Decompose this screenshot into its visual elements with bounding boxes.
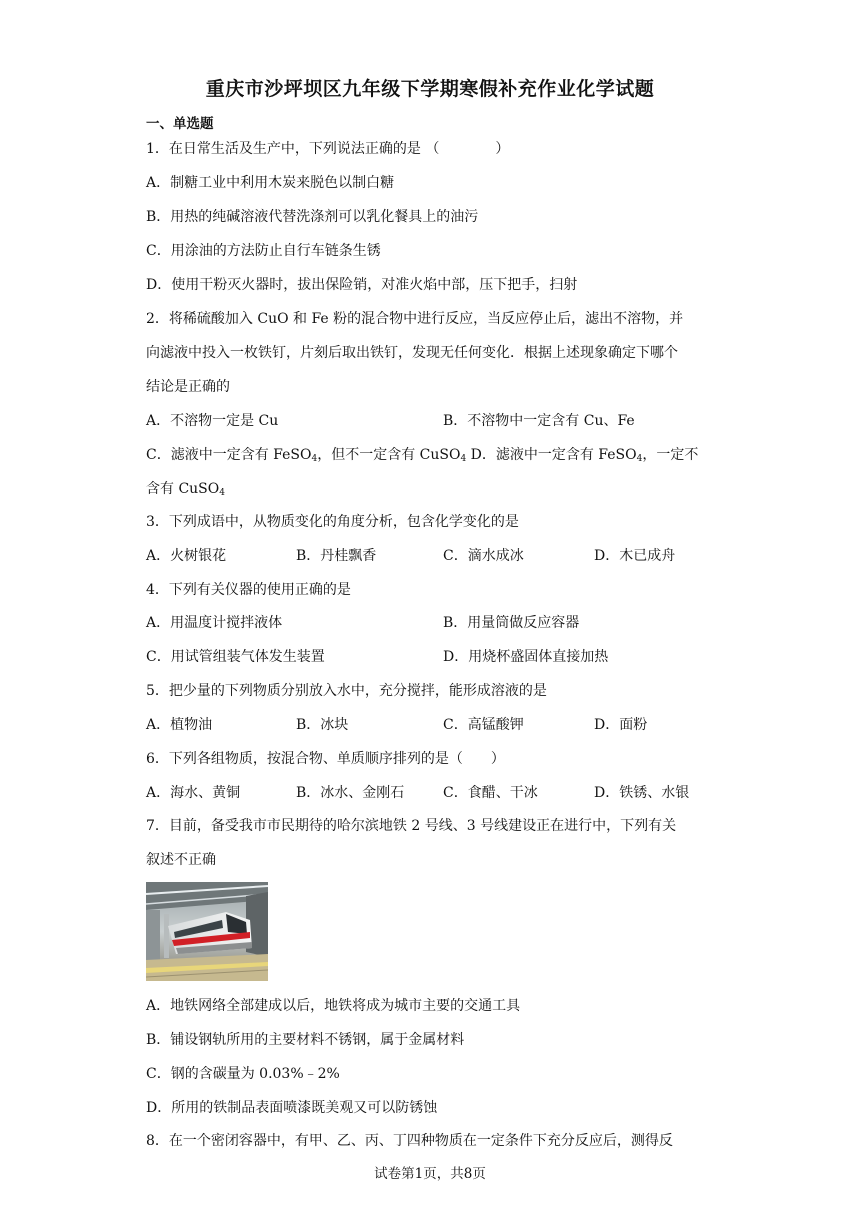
q1-option-b[interactable]: B．用热的纯碱溶液代替洗涤剂可以乳化餐具上的油污 <box>146 209 479 225</box>
q4-stem: 4．下列有关仪器的使用正确的是 <box>146 582 351 598</box>
q2-stem-line3: 结论是正确的 <box>146 379 230 395</box>
q5-option-c[interactable]: C．高锰酸钾 <box>443 717 524 733</box>
q6-option-d[interactable]: D．铁锈、水银 <box>594 785 690 801</box>
subscript: 4 <box>460 454 467 464</box>
subway-train-image <box>146 882 268 981</box>
page-title: 重庆市沙坪坝区九年级下学期寒假补充作业化学试题 <box>205 78 655 100</box>
q1-option-d[interactable]: D．使用干粉灭火器时，拔出保险销，对准火焰中部，压下把手，扫射 <box>146 277 578 293</box>
q2-d-text-1: D．滤液中一定含有 FeSO <box>466 447 637 463</box>
section-heading: 一、单选题 <box>146 116 214 132</box>
q8-stem-line1: 8．在一个密闭容器中，有甲、乙、丙、丁四种物质在一定条件下充分反应后，测得反 <box>146 1133 673 1149</box>
q5-option-a[interactable]: A．植物油 <box>146 717 213 733</box>
q7-option-a[interactable]: A．地铁网络全部建成以后，地铁将成为城市主要的交通工具 <box>146 998 521 1014</box>
q6-option-a[interactable]: A．海水、黄铜 <box>146 785 241 801</box>
q4-option-c[interactable]: C．用试管组装气体发生装置 <box>146 649 325 665</box>
q2-d-text-2: ，一定不 <box>642 447 699 463</box>
q5-option-d[interactable]: D．面粉 <box>594 717 648 733</box>
q2-option-c[interactable] <box>146 446 698 468</box>
q4-option-d[interactable]: D．用烧杯盛固体直接加热 <box>443 649 609 665</box>
q3-option-c[interactable]: C．滴水成冰 <box>443 548 524 564</box>
q2-stem-line2: 向滤液中投入一枚铁钉，片刻后取出铁钉，发现无任何变化．根据上述现象确定下哪个 <box>146 345 678 361</box>
q2-stem-line1: 2．将稀硫酸加入 CuO 和 Fe 粉的混合物中进行反应，当反应停止后，滤出不溶物，并 <box>146 311 684 327</box>
q2-option-d[interactable] <box>466 447 698 463</box>
q6-option-b[interactable]: B．冰水、金刚石 <box>296 785 405 801</box>
q6-stem: 6．下列各组物质，按混合物、单质顺序排列的是（ ） <box>146 751 505 767</box>
q5-option-b[interactable]: B．冰块 <box>296 717 349 733</box>
q7-stem-line2: 叙述不正确 <box>146 852 216 868</box>
page-footer: 试卷第1页，共8页 <box>374 1166 486 1182</box>
q7-option-c[interactable]: C．钢的含碳量为 0.03%﹣2% <box>146 1066 340 1082</box>
q2-c-text-1: C．滤液中一定含有 FeSO <box>146 447 312 463</box>
q3-option-d[interactable]: D．木已成舟 <box>594 548 676 564</box>
q4-option-b[interactable]: B．用量筒做反应容器 <box>443 615 580 631</box>
q7-option-b[interactable]: B．铺设钢轨所用的主要材料不锈钢，属于金属材料 <box>146 1032 465 1048</box>
subway-train-illustration <box>146 882 268 981</box>
q2-d-text-3: 含有 CuSO <box>146 481 220 497</box>
q2-option-a[interactable]: A．不溶物一定是 Cu <box>146 413 279 429</box>
q3-stem: 3．下列成语中，从物质变化的角度分析，包含化学变化的是 <box>146 514 519 530</box>
q1-stem: 1．在日常生活及生产中，下列说法正确的是 （ ） <box>146 141 510 157</box>
q2-option-b[interactable]: B．不溶物中一定含有 Cu、Fe <box>443 413 635 429</box>
subscript: 4 <box>219 488 225 498</box>
q6-option-c[interactable]: C．食醋、干冰 <box>443 785 538 801</box>
q3-option-b[interactable]: B．丹桂飘香 <box>296 548 377 564</box>
subscript: 4 <box>636 454 643 464</box>
q7-stem-line1: 7．目前，备受我市市民期待的哈尔滨地铁 2 号线、3 号线建设正在进行中，下列有关 <box>146 818 677 834</box>
q2-c-text-2: ，但不一定含有 CuSO <box>317 447 461 463</box>
q3-option-a[interactable]: A．火树银花 <box>146 548 227 564</box>
subscript: 4 <box>311 454 318 464</box>
q1-option-a[interactable]: A．制糖工业中利用木炭来脱色以制白糖 <box>146 175 395 191</box>
q7-option-d[interactable]: D．所用的铁制品表面喷漆既美观又可以防锈蚀 <box>146 1100 438 1116</box>
q5-stem: 5．把少量的下列物质分别放入水中，充分搅拌，能形成溶液的是 <box>146 683 547 699</box>
q2-option-d-continued <box>146 480 225 502</box>
q1-option-c[interactable]: C．用涂油的方法防止自行车链条生锈 <box>146 243 381 259</box>
q4-option-a[interactable]: A．用温度计搅拌液体 <box>146 615 283 631</box>
